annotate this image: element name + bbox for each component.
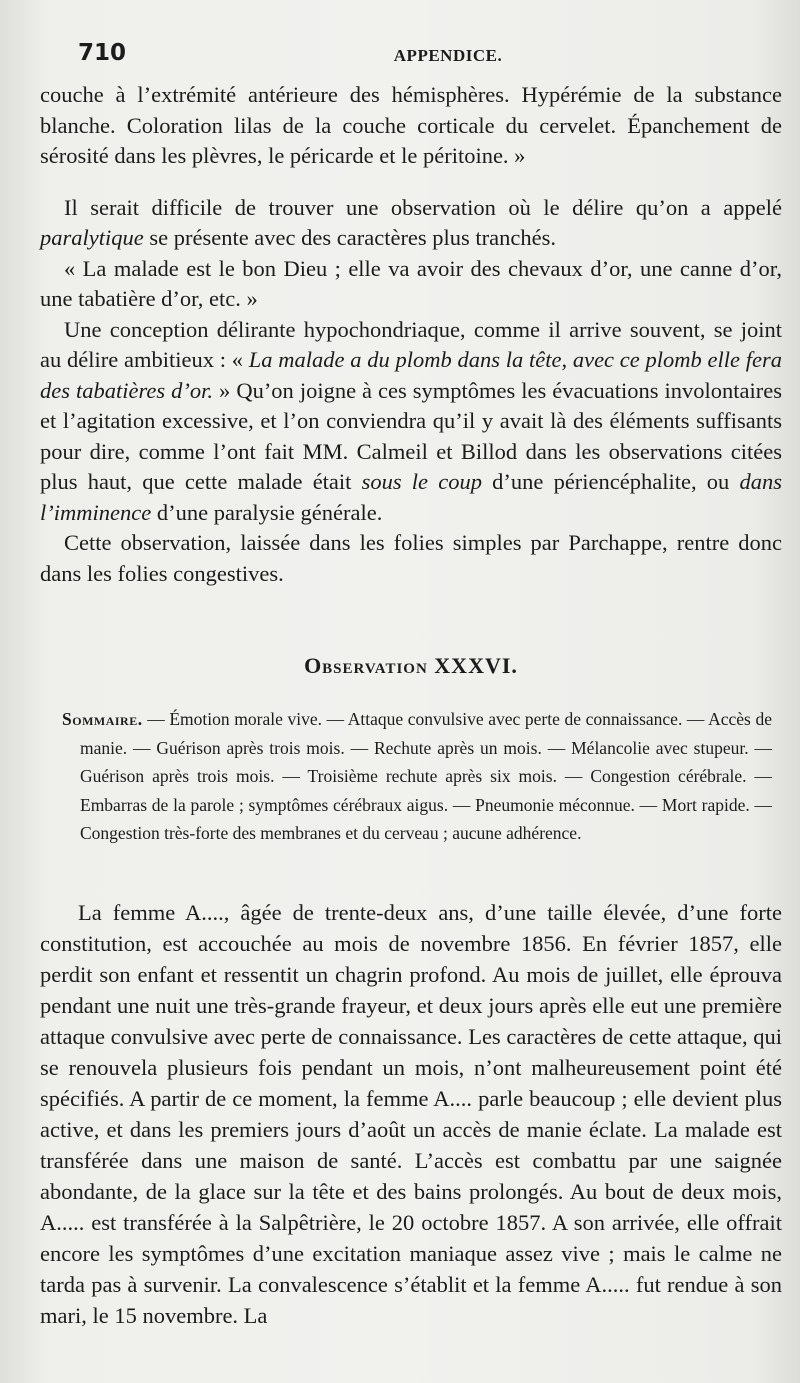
page-number: 710 [78, 40, 127, 66]
main-text [40, 80, 782, 589]
emphasis: paralytique [40, 225, 144, 250]
summary-label: Sommaire. [62, 709, 143, 729]
paragraph: couche à l’extrémité antérieure des hémisphères. Hypérémie de la substance blanche. Coloration lilas de la couche corticale du cervelet. Épanchement de sérosité dans les plèvres, le péricarde et le péritoine. » [40, 82, 782, 168]
paragraph: Cette observation, laissée dans les folies simples par Parchappe, rentre donc dans les folies congestives. [40, 530, 782, 586]
observation-heading: Observation XXXVI. [304, 653, 518, 678]
summary-text: Sommaire. — Émotion morale vive. — Attaque convulsive avec perte de connaissance. — Accès de manie. — Guérison après trois mois. — Rechute après un mois. — Mélancolie avec stupeur. — Guérison après trois mois. — Troisième rechute après six mois. — Congestion cérébrale. — Embarras de la parole ; symptômes cérébraux aigus. — Pneumonie méconnue. — Mort rapide. — Congestion très-forte des membranes et du cerveau ; aucune adhérence. [62, 709, 772, 843]
summary-block [62, 705, 772, 848]
emphasis: sous le coup [361, 469, 482, 494]
paragraph: Une conception délirante hypochondriaque, comme il arrive souvent, se joint au délire ambitieux : « La malade a du plomb dans la tête, avec ce plomb elle fera des tabatières d’or. » Qu’on joigne à ces symptômes les évacuations involontaires et l’agitation excessive, et l’on conviendra qu’il y avait là des éléments suffisants pour dire, comme l’ont fait MM. Calmeil et Billod dans les observations citées plus haut, que cette malade était sous le coup d’une périencéphalite, ou dans l’imminence d’une paralysie générale. [40, 316, 782, 525]
case-narrative: La femme A...., âgée de trente-deux ans, d’une taille élevée, d’une forte constitution, est accouchée au mois de novembre 1856. En février 1857, elle perdit son enfant et ressentit un chagrin profond. Au mois de juillet, elle éprouva pendant une nuit une très-grande frayeur, et deux jours après elle eut une première attaque convulsive avec perte de connaissance. Les caractères de cette attaque, qui se renouvela plusieurs fois pendant un mois, n’ont malheureusement point été spécifiés. A partir de ce moment, la femme A.... parle beaucoup ; elle devient plus active, et dans les premiers jours d’août un accès de manie éclate. La malade est transférée dans une maison de santé. L’accès est combattu par une saignée abondante, de la glace sur la tête et des bains prolongés. Au bout de deux mois, A..... est transférée à la Salpêtrière, le 20 octobre 1857. A son arrivée, elle offrait encore les symptômes d’une excitation maniaque assez vive ; mais le calme ne tarda pas à survenir. La convalescence s’établit et la femme A..... fut rendue à son mari, le 15 novembre. La [40, 900, 782, 1328]
running-title: APPENDICE. [393, 46, 503, 65]
emphasis: dans l’imminence [40, 469, 782, 525]
emphasis: La malade a du plomb dans la tête, avec ce plomb elle fera des tabatières d’or. [40, 347, 782, 403]
quotation: « La malade est le bon Dieu ; elle va avoir des chevaux d’or, une canne d’or, une tabatière d’or, etc. » [40, 255, 782, 311]
page-header [78, 40, 778, 70]
paragraph: Il serait difficile de trouver une observation où le délire qu’on a appelé paralytique se présente avec des caractères plus tranchés. [40, 194, 782, 250]
